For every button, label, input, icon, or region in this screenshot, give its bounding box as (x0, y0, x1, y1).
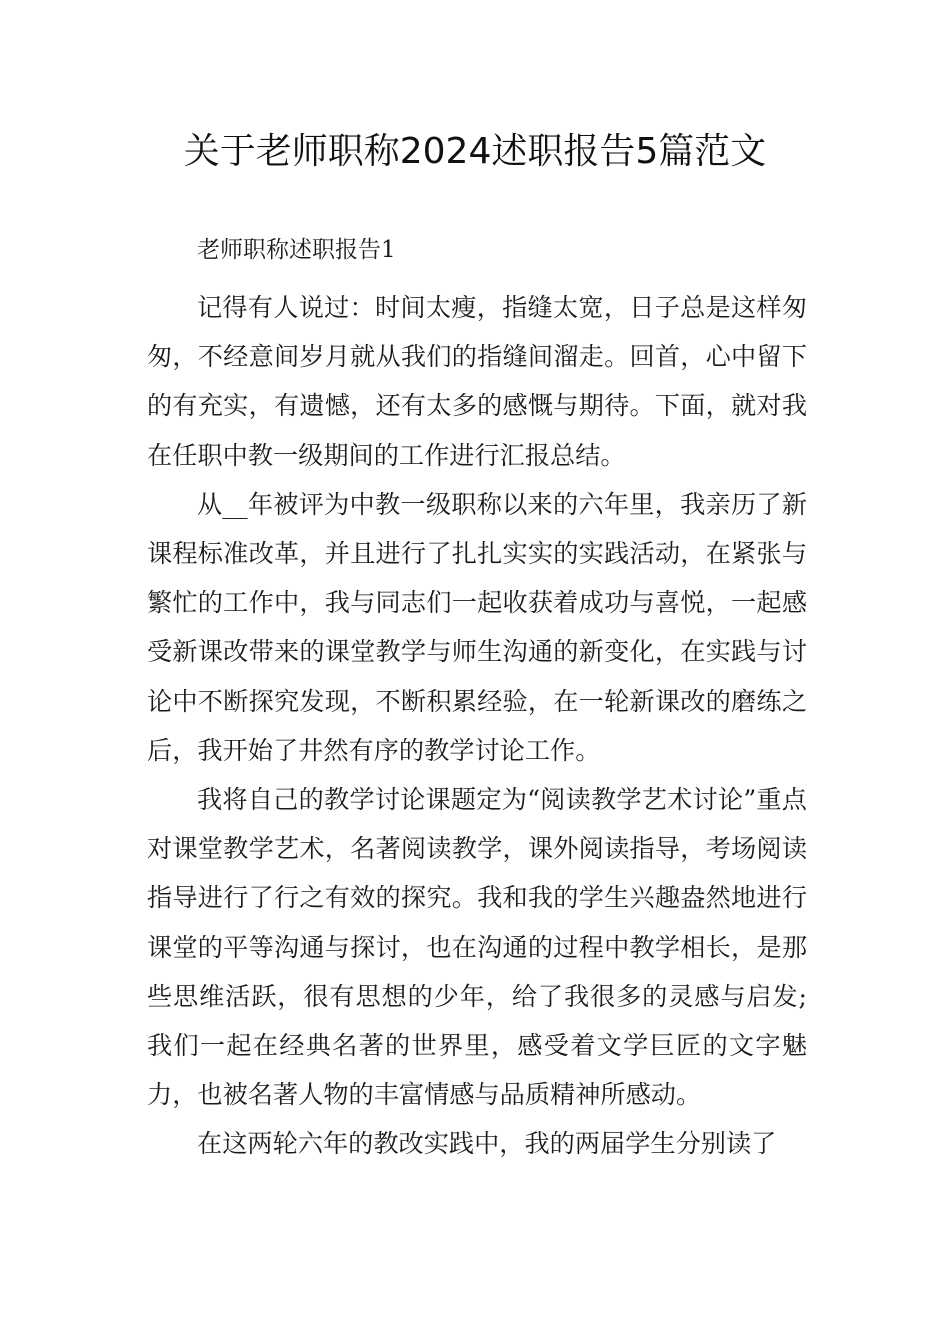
document-body (147, 230, 807, 1169)
paragraph-3: 我将自己的教学讨论课题定为“阅读教学艺术讨论”重点对课堂教学艺术，名著阅读教学，课外阅读指导，考场阅读指导进行了行之有效的探究。我和我的学生兴趣盎然地进行课堂的平等沟通与探讨，也在沟通的过程中教学相长，是那些思维活跃，很有思想的少年，给了我很多的灵感与启发;我们一起在经典名著的世界里，感受着文学巨匠的文字魅力，也被名著人物的丰富情感与品质精神所感动。 (147, 785, 807, 1110)
paragraph-2: 从__年被评为中教一级职称以来的六年里，我亲历了新课程标准改革，并且进行了扎扎实实的实践活动，在紧张与繁忙的工作中，我与同志们一起收获着成功与喜悦，一起感受新课改带来的课堂教学与师生沟通的新变化，在实践与讨论中不断探究发现，不断积累经验，在一轮新课改的磨练之后，我开始了井然有序的教学讨论工作。 (147, 489, 807, 765)
document-title: 关于老师职称2024述职报告5篇范文 (183, 131, 767, 172)
section-subheading: 老师职称述职报告1 (197, 237, 396, 263)
paragraph-1: 记得有人说过：时间太瘦，指缝太宽，日子总是这样匆匆，不经意间岁月就从我们的指缝间溜走。回首，心中留下的有充实，有遗憾，还有太多的感慨与期待。下面，就对我在任职中教一级期间的工作进行汇报总结。 (147, 293, 807, 470)
paragraph-4: 在这两轮六年的教改实践中，我的两届学生分别读了 (197, 1129, 777, 1159)
